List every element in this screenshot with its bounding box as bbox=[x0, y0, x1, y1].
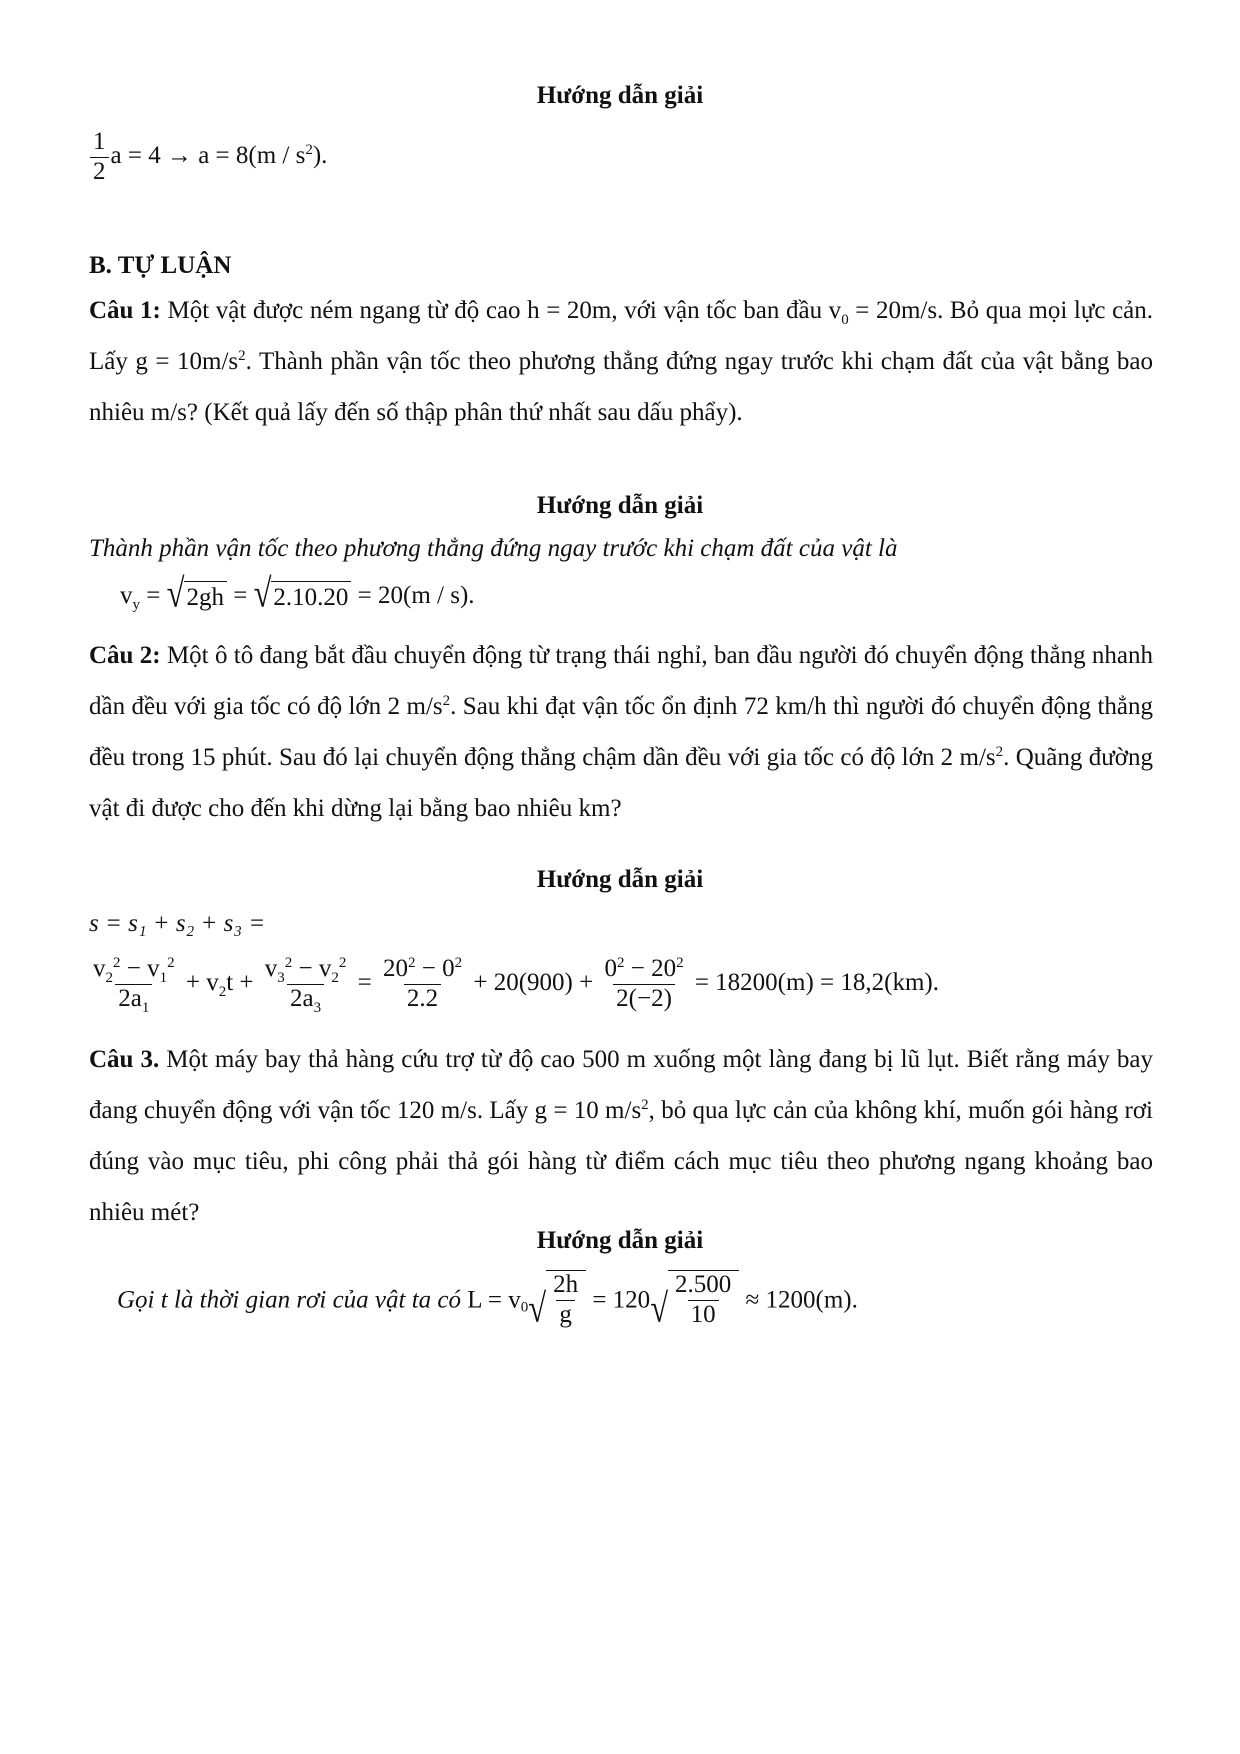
fraction-denominator: 2 bbox=[90, 157, 109, 187]
fraction-denominator: g bbox=[556, 1300, 575, 1330]
radical-sign: √ bbox=[528, 1286, 547, 1332]
radicand: 2.10.20 bbox=[271, 581, 351, 615]
fraction bbox=[550, 1271, 581, 1330]
subscript: 0 bbox=[520, 1299, 529, 1316]
exponent: 2 bbox=[676, 955, 684, 971]
fraction-numerator bbox=[262, 955, 350, 984]
fraction-denominator: 2(−2) bbox=[613, 984, 675, 1014]
formula-text: v bbox=[206, 968, 219, 996]
subscript: 3 bbox=[277, 970, 285, 986]
formula-text: = 120 bbox=[586, 1286, 651, 1314]
q2-solution-formula bbox=[88, 955, 939, 1014]
fraction-numerator bbox=[380, 955, 465, 984]
fraction bbox=[90, 128, 109, 187]
exponent: 2 bbox=[113, 955, 121, 971]
subscript: 2 bbox=[331, 970, 339, 986]
formula-tail: ). bbox=[312, 141, 328, 169]
formula-text: a = 4 → a = 8(m / s bbox=[110, 141, 306, 169]
solution-heading: Hướng dẫn giải bbox=[536, 866, 704, 893]
solution-heading: Hướng dẫn giải bbox=[536, 1227, 704, 1254]
formula-text: v bbox=[147, 955, 160, 982]
question-text: . Thành phần vận tốc theo phương thẳng đứng ngay trước khi chạm đất của vật bằng bao nhiêu m/s? (Kết quả lấy đến số thập phân thứ nhất sau dấu phẩy). bbox=[89, 348, 1153, 426]
formula-text: v bbox=[318, 955, 332, 982]
formula-result: = 18200(m) = 18,2(km). bbox=[688, 968, 939, 996]
formula-result: ≈ 1200(m). bbox=[739, 1286, 858, 1314]
subscript: 3 bbox=[313, 999, 322, 1016]
q3-solution-formula bbox=[117, 1270, 858, 1330]
question-text: Một vật được ném ngang từ độ cao h = 20m, với vận tốc ban đầu v bbox=[160, 297, 842, 324]
formula-text: = bbox=[140, 582, 167, 609]
formula-text: − bbox=[292, 955, 319, 982]
question-label: Câu 1: bbox=[89, 297, 161, 324]
exponent: 2 bbox=[238, 348, 246, 364]
fraction bbox=[262, 955, 350, 1014]
fraction-denominator bbox=[115, 984, 152, 1014]
square-root bbox=[253, 570, 352, 616]
subscript: 2 bbox=[218, 983, 227, 1000]
fraction-denominator bbox=[287, 984, 324, 1014]
formula-result: = 20(m / s). bbox=[351, 582, 475, 609]
exponent: 2 bbox=[305, 141, 313, 158]
square-root bbox=[528, 1270, 586, 1330]
question-2 bbox=[89, 630, 1153, 834]
fraction-numerator: 2.500 bbox=[675, 1271, 732, 1298]
fraction-denominator: 10 bbox=[688, 1300, 719, 1330]
question-text: = 20m/s. Bỏ qua mọi lực cản. Lấy g = 10m/s bbox=[89, 297, 1154, 375]
formula-text: 20 bbox=[383, 955, 408, 982]
subscript: 1 bbox=[159, 970, 168, 986]
exponent: 2 bbox=[454, 955, 463, 971]
exponent: 2 bbox=[167, 955, 175, 971]
formula-text: v bbox=[264, 955, 278, 982]
exponent: 2 bbox=[995, 744, 1004, 760]
question-text: . Quãng đường vật đi được cho đến khi dừng lại bằng bao nhiêu km? bbox=[89, 744, 1154, 822]
fraction bbox=[90, 955, 178, 1014]
solution-text: Gọi t là thời gian rơi của vật ta có bbox=[117, 1286, 468, 1314]
formula-text: + bbox=[179, 968, 207, 996]
radical-sign: √ bbox=[650, 1286, 669, 1332]
exponent: 2 bbox=[284, 955, 293, 971]
q1-solution-formula bbox=[120, 570, 475, 616]
radicand bbox=[668, 1270, 739, 1330]
subscript: 2 bbox=[105, 970, 113, 986]
fraction bbox=[601, 955, 686, 1014]
solution-text: Thành phần vận tốc theo phương thẳng đứng ngay trước khi chạm đất của vật là bbox=[89, 535, 898, 562]
question-text: Một máy bay thả hàng cứu trợ từ độ cao 500 m xuống một làng đang bị lũ lụt. Biết rằng máy bay đang chuyển động với vận tốc 120 m/s. Lấy g = 10 m/s bbox=[89, 1046, 1153, 1124]
formula-text: 2a bbox=[290, 984, 314, 1012]
formula-text: L = v bbox=[467, 1286, 521, 1314]
radicand: 2gh bbox=[184, 581, 227, 615]
fraction-numerator: 2h bbox=[553, 1271, 579, 1298]
formula-text: + 20(900) + bbox=[467, 968, 600, 996]
square-root bbox=[650, 1270, 739, 1330]
solution-heading: Hướng dẫn giải bbox=[536, 82, 704, 109]
fraction-numerator bbox=[601, 955, 686, 984]
fraction-numerator: 1 bbox=[93, 128, 106, 155]
question-text: . Sau khi đạt vận tốc ổn định 72 km/h thì người đó chuyển động thẳng đều trong 15 phút. Sau đó lại chuyển động thẳng chậm dần đều với gia tốc có độ lớn 2 m/s bbox=[89, 693, 1153, 771]
subscript: y bbox=[132, 597, 140, 613]
radical-sign: √ bbox=[166, 570, 185, 616]
question-label: Câu 3. bbox=[89, 1046, 160, 1073]
formula-text: t bbox=[226, 968, 234, 996]
question-text: , bỏ qua lực cản của không khí, muốn gói hàng rơi đúng vào mục tiêu, phi công phải thả gói hàng từ điểm cách mục tiêu theo phương ngang khoảng bao nhiêu mét? bbox=[89, 1097, 1153, 1226]
formula-text: 0 bbox=[604, 955, 617, 982]
question-3 bbox=[89, 1034, 1153, 1238]
formula-text: − 20 bbox=[624, 955, 677, 982]
radicand bbox=[546, 1270, 586, 1330]
solution-heading: Hướng dẫn giải bbox=[536, 492, 704, 519]
radical-sign: √ bbox=[253, 570, 272, 616]
fraction bbox=[380, 955, 465, 1014]
formula-text: + bbox=[233, 968, 260, 996]
fraction bbox=[672, 1271, 734, 1330]
sum-line: s = s₁ + s₂ + s₃ = bbox=[89, 910, 266, 937]
formula-text: = bbox=[351, 968, 378, 996]
exponent: 2 bbox=[641, 1097, 649, 1113]
fraction-denominator: 2.2 bbox=[404, 984, 441, 1014]
formula-text: − 0 bbox=[415, 955, 455, 982]
subscript: 0 bbox=[841, 312, 849, 328]
formula-text: = bbox=[226, 582, 254, 609]
formula-text: − bbox=[120, 955, 148, 982]
section-title: B. TỰ LUẬN bbox=[89, 252, 232, 279]
formula-text: 2a bbox=[118, 984, 142, 1012]
exponent: 2 bbox=[408, 955, 416, 971]
square-root bbox=[166, 570, 227, 616]
top-solution-formula bbox=[88, 128, 327, 187]
exponent: 2 bbox=[338, 955, 347, 971]
question-1 bbox=[89, 285, 1153, 438]
formula-text: v bbox=[120, 582, 133, 609]
formula-text: v bbox=[93, 955, 106, 982]
question-label: Câu 2: bbox=[89, 642, 161, 669]
exponent: 2 bbox=[442, 693, 451, 709]
exponent: 2 bbox=[616, 955, 625, 971]
question-text: Một ô tô đang bắt đầu chuyển động từ trạng thái nghỉ, ban đầu người đó chuyển động thẳng nhanh dần đều với gia tốc có độ lớn 2 m/s bbox=[89, 642, 1153, 720]
subscript: 1 bbox=[141, 999, 150, 1016]
fraction-numerator bbox=[90, 955, 178, 984]
